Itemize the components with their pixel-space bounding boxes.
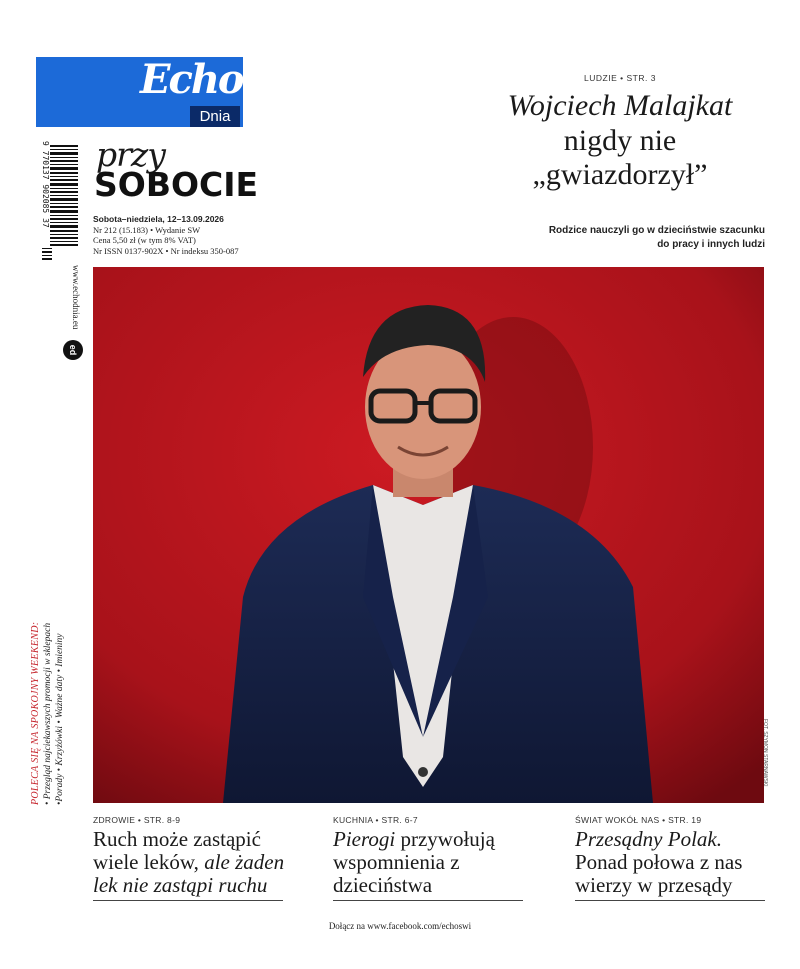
teaser-world-italic: Przesądny Polak. — [575, 827, 722, 851]
headline-category: LUDZIE • STR. 3 — [584, 73, 656, 83]
cover-photo — [93, 267, 764, 803]
teaser-kitchen-plain: przywołują wspomnienia z dzieciństwa — [333, 827, 495, 897]
photo-credit-text: FOT. SZYMON STARNAWSKI — [762, 719, 768, 787]
issue-date: Sobota–niedziela, 12–13.09.2026 — [93, 214, 224, 224]
issue-info — [93, 214, 239, 256]
teaser-world-text[interactable] — [575, 828, 775, 897]
teaser-health-text[interactable] — [93, 828, 293, 897]
teaser-kitchen-category: KUCHNIA • STR. 6-7 — [333, 815, 418, 825]
teaser-world-rule — [575, 900, 765, 901]
issue-number: Nr 212 (15.183) • Wydanie SW — [93, 224, 201, 235]
teaser-health-rule — [93, 900, 283, 901]
website-url-text: www.echodnia.eu — [71, 265, 81, 330]
promo-line-1: • Przegląd najciekawszych promocji w sklepach — [43, 622, 53, 805]
teaser-health-italic: ale żaden lek nie zastąpi ruchu — [93, 850, 285, 897]
logo-dnia-text: Dnia — [199, 108, 231, 125]
footer-facebook-link[interactable]: Dołącz na www.facebook.com/echoswi — [328, 921, 472, 931]
headline-line-3: „gwiazdorzył” — [532, 158, 708, 191]
issue-price: Cena 5,50 zł (w tym 8% VAT) — [93, 235, 196, 245]
teaser-kitchen-text[interactable] — [333, 828, 533, 897]
ed-badge-icon: ed — [63, 340, 83, 360]
issue-issn: Nr ISSN 0137-902X • Nr indeksu 350-087 — [93, 245, 239, 256]
teaser-world-plain: Ponad połowa z nas wierzy w przesądy — [575, 850, 743, 897]
teaser-kitchen-italic: Pierogi — [333, 827, 396, 851]
supplement-title-sobocie: SOBOCIE — [94, 165, 259, 204]
headline-line-2: nigdy nie — [563, 124, 677, 157]
promo-line-2: •Porady • Krzyżówki • Ważne daty • Imieniny — [55, 633, 65, 805]
barcode-digits: 9 770137 902085 37 — [41, 141, 50, 228]
teaser-health-plain: Ruch może zastąpić wiele leków, — [93, 827, 261, 874]
promo-title: POLECA SIĘ NA SPOKOJNY WEEKEND: — [30, 621, 41, 805]
teaser-world-category: ŚWIAT WOKÓŁ NAS • STR. 19 — [575, 815, 702, 825]
logo-echo-text: Echo — [140, 56, 243, 103]
supplement-title-przy: przy — [96, 135, 165, 174]
headline-subtitle: Rodzice nauczyli go w dzieciństwie szacunku do pracy i innych ludzi — [548, 225, 765, 250]
teaser-kitchen-rule — [333, 900, 523, 901]
teaser-health-category: ZDROWIE • STR. 8-9 — [93, 815, 181, 825]
headline-name: Wojciech Malajkat — [507, 89, 733, 122]
